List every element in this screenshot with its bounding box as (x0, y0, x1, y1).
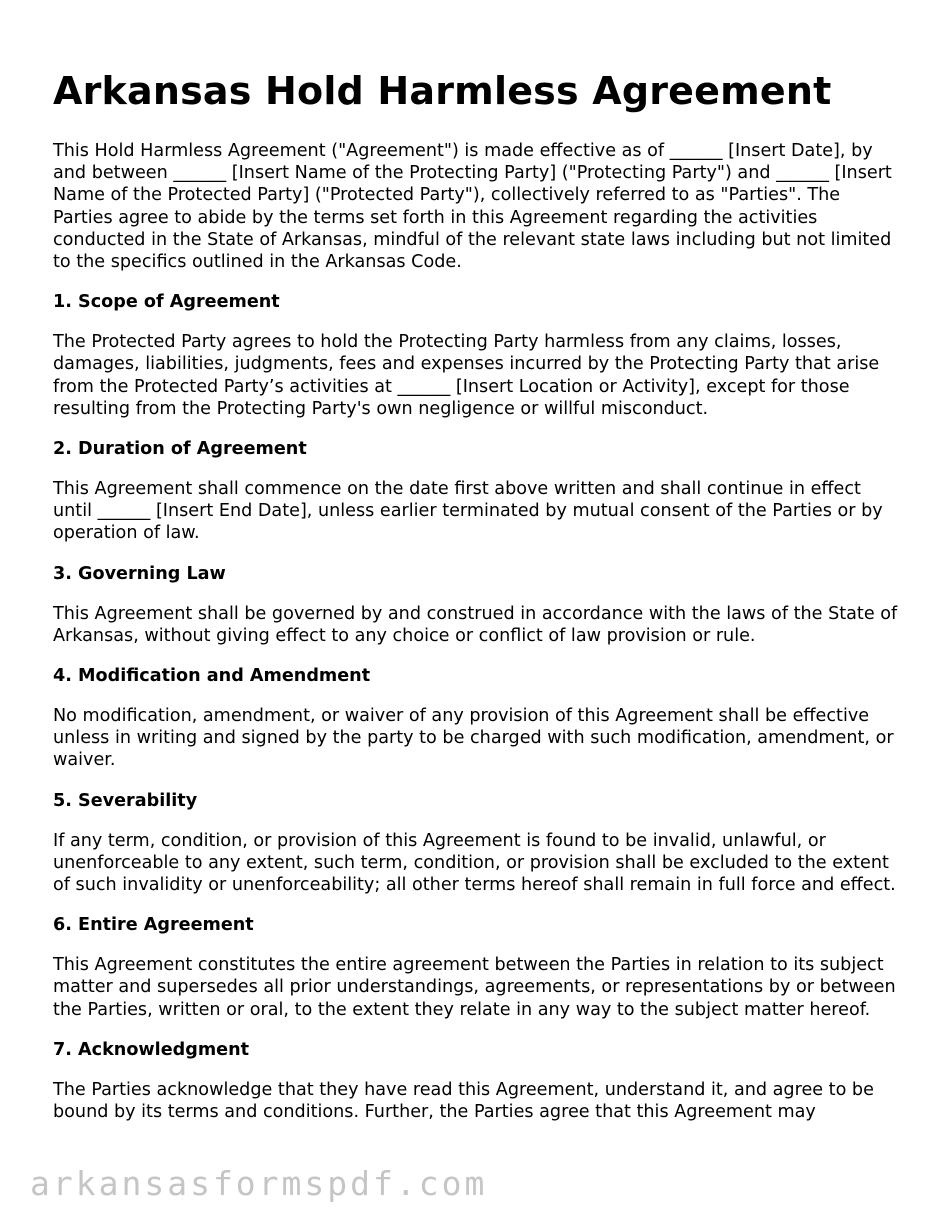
document-page (53, 0, 903, 1123)
section-heading: 3. Governing Law (53, 563, 226, 584)
site-watermark: arkansasformspdf.com (30, 1164, 488, 1203)
section-entire-agreement (53, 914, 903, 1021)
section-heading: 2. Duration of Agreement (53, 439, 307, 460)
section-governing-law (53, 563, 903, 647)
section-duration (53, 438, 903, 545)
section-heading: 5. Severability (53, 790, 198, 811)
section-heading: 7. Acknowledgment (53, 1039, 250, 1060)
section-heading: 6. Entire Agreement (53, 915, 254, 936)
section-scope (53, 291, 903, 420)
section-body: The Parties acknowledge that they have read this Agreement, understand it, and agree to be bound by its terms and conditions. Further, the Parties agree that this Agreement may (53, 1079, 874, 1123)
section-heading: 1. Scope of Agreement (53, 292, 280, 313)
section-modification (53, 665, 903, 772)
section-body: The Protected Party agrees to hold the Protecting Party harmless from any claims, losses, damages, liabilities, judgments, fees and expenses incurred by the Protecting Party that arise from the Protected Party’s activities at ______ [Insert Location or Activity], except for those resulting from the Protecting Party's own negligence or willful misconduct. (53, 332, 880, 419)
document-title: Arkansas Hold Harmless Agreement (53, 69, 832, 113)
section-heading: 4. Modification and Amendment (53, 666, 371, 687)
section-body: No modification, amendment, or waiver of any provision of this Agreement shall be effective unless in writing and signed by the party to be charged with such modification, amendment, or waiver. (53, 706, 894, 771)
intro-paragraph: This Hold Harmless Agreement ("Agreement") is made effective as of ______ [Insert Date], by and between ______ [Insert Name of the Protecting Party] ("Protecting Party") and ______ [Insert Name of the Protected Party] ("Protected Party"), collectively referred to as "Parties". The Parties agree to abide by the terms set forth in this Agreement regarding the activities conducted in the State of Arkansas, mindful of the relevant state laws including but not limited to the specifics outlined in the Arkansas Code. (53, 141, 892, 273)
section-body: This Agreement shall be governed by and construed in accordance with the laws of the State of Arkansas, without giving effect to any choice or conflict of law provision or rule. (53, 603, 898, 646)
section-acknowledgment (53, 1039, 903, 1123)
section-body: If any term, condition, or provision of this Agreement is found to be invalid, unlawful, or unenforceable to any extent, such term, condition, or provision shall be excluded to the extent of such invalidity or unenforceability; all other terms hereof shall remain in full force and effect. (53, 830, 896, 896)
section-severability (53, 790, 903, 897)
section-body: This Agreement shall commence on the date first above written and shall continue in effect until ______ [Insert End Date], unless earlier terminated by mutual consent of the Parties or by operation of law. (53, 479, 883, 544)
section-body: This Agreement constitutes the entire agreement between the Parties in relation to its subject matter and supersedes all prior understandings, agreements, or representations by or between the Parties, written or oral, to the extent they relate in any way to the subject matter hereof. (53, 955, 896, 1020)
